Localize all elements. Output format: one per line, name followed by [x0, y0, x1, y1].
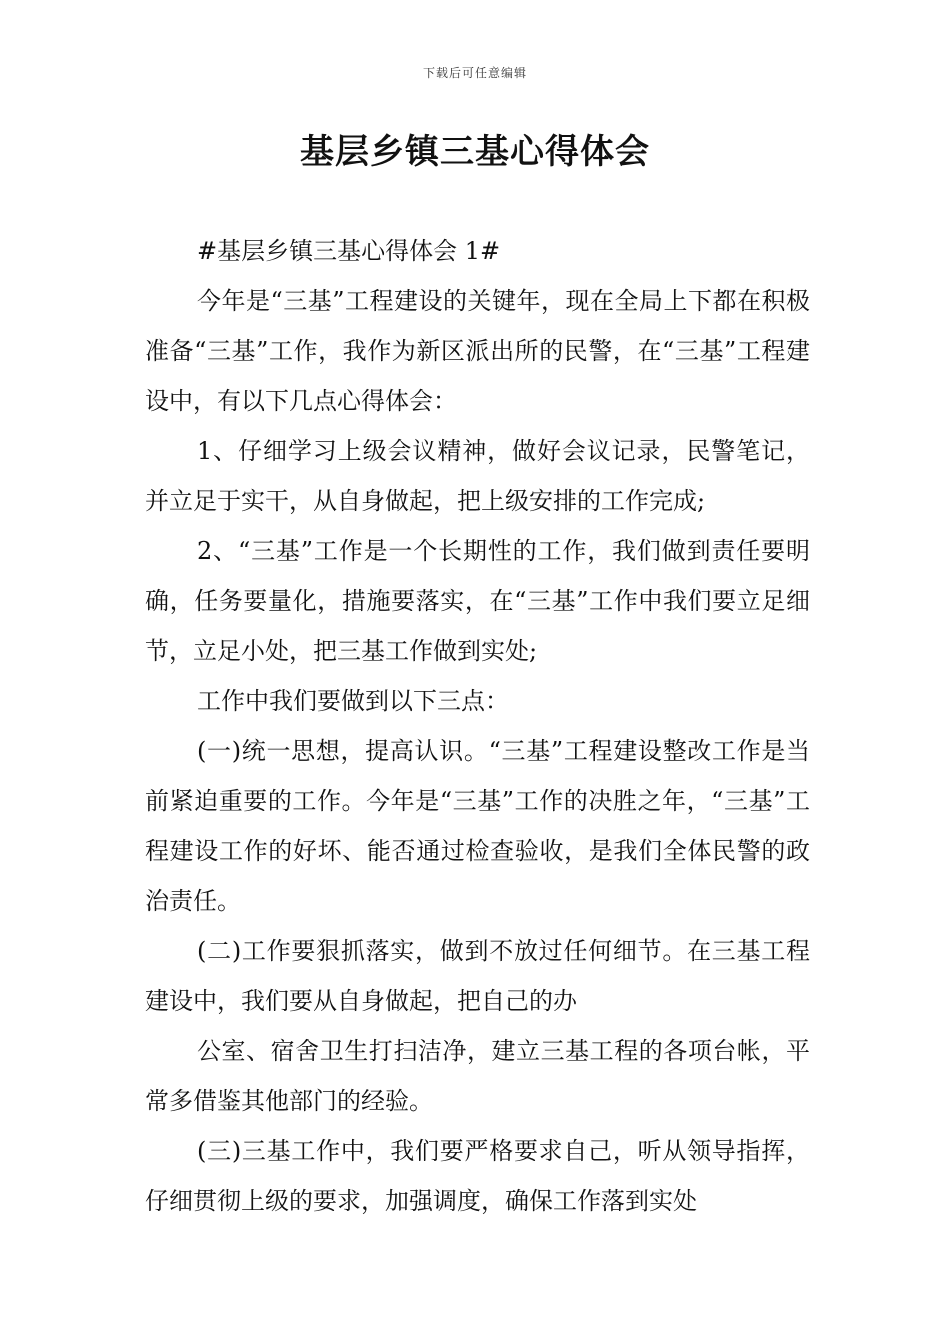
paragraph-intro: 今年是“三基”工程建设的关键年，现在全局上下都在积极准备“三基”工作，我作为新区派出所的民警，在“三基”工程建设中，有以下几点心得体会： [145, 287, 810, 415]
page-header-note: 下载后可任意编辑 [422, 66, 527, 80]
paragraph-item-one: (一)统一思想，提高认识。“三基”工程建设整改工作是当前紧迫重要的工作。今年是“三基”工作的决胜之年，“三基”工程建设工作的好坏、能否通过检查验收，是我们全体民警的政治责任。 [145, 737, 810, 915]
paragraph-point-2: 2、“三基”工作是一个长期性的工作，我们做到责任要明确，任务要量化，措施要落实，在“三基”工作中我们要立足细节，立足小处，把三基工作做到实处; [145, 537, 810, 665]
paragraph-item-two: (二)工作要狠抓落实，做到不放过任何细节。在三基工程建设中，我们要从自身做起，把自己的办 [145, 937, 810, 1015]
paragraph-item-two-continued: 公室、宿舍卫生打扫洁净，建立三基工程的各项台帐，平常多借鉴其他部门的经验。 [145, 1037, 810, 1115]
document-body [145, 226, 810, 1226]
paragraph-item-three: (三)三基工作中，我们要严格要求自己，听从领导指挥，仔细贯彻上级的要求，加强调度，确保工作落到实处 [145, 1137, 810, 1215]
paragraph-point-1: 1、仔细学习上级会议精神，做好会议记录，民警笔记，并立足于实干，从自身做起，把上级安排的工作完成; [145, 437, 810, 515]
section-heading: #基层乡镇三基心得体会 1# [197, 237, 501, 265]
document-title: 基层乡镇三基心得体会 [300, 132, 650, 172]
paragraph-three-points-lead: 工作中我们要做到以下三点： [197, 687, 509, 715]
